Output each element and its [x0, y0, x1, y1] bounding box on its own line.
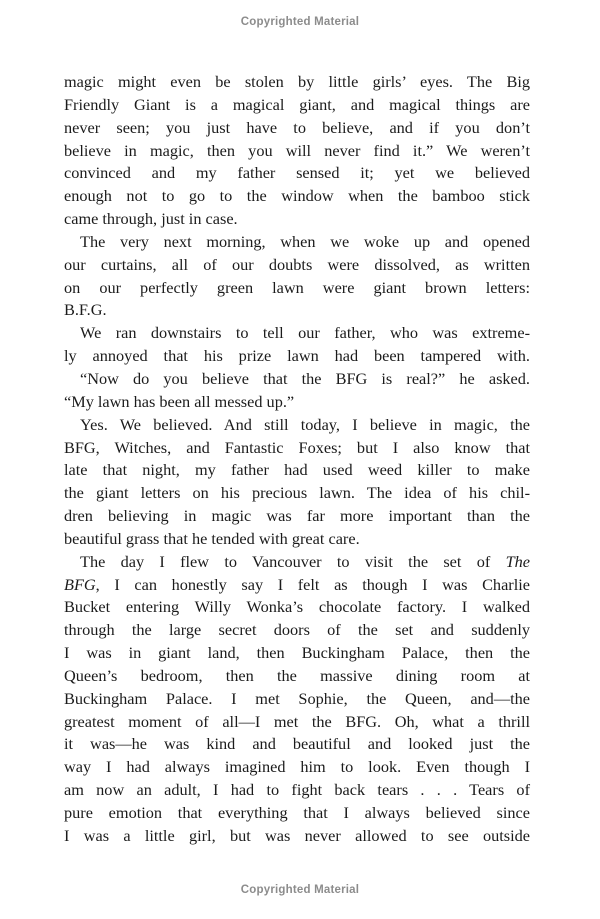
paragraph [64, 551, 530, 848]
paragraph [64, 368, 530, 414]
text-line [64, 140, 530, 163]
text-run: ly annoyed that his prize lawn had been tampered with. [64, 346, 530, 366]
italic-text-run: BFG [64, 574, 96, 594]
text-line [64, 779, 530, 802]
text-run: “Now do you believe that the BFG is real?” he asked. [80, 368, 530, 388]
text-line [64, 802, 530, 825]
text-line [64, 756, 530, 779]
text-run: on our perfectly green lawn were giant brown letters: [64, 277, 530, 297]
text-line [64, 71, 530, 94]
text-line [64, 208, 530, 231]
text-run: We ran downstairs to tell our father, who was extreme- [80, 323, 530, 343]
text-run: I was in giant land, then Buckingham Palace, then the [64, 643, 530, 663]
copyright-notice-top: Copyrighted Material [240, 16, 360, 28]
text-block [64, 71, 530, 848]
text-line [64, 437, 530, 460]
text-run: Buckingham Palace. I met Sophie, the Queen, and—the [64, 688, 530, 708]
text-line [64, 551, 530, 574]
text-line [64, 185, 530, 208]
text-line [64, 482, 530, 505]
paragraph [64, 71, 530, 231]
text-run: late that night, my father had used weed killer to make [64, 460, 530, 480]
text-line [64, 231, 530, 254]
text-run: came through, just in case. [64, 209, 238, 229]
text-line [64, 711, 530, 734]
text-line [64, 825, 530, 848]
text-run: believe in magic, then you will never find it.” We weren’t [64, 140, 530, 160]
text-run: magic might even be stolen by little girls’ eyes. The Big [64, 72, 530, 91]
text-line [64, 162, 530, 185]
text-line [64, 596, 530, 619]
text-run: convinced and my father sensed it; yet we believed [64, 163, 530, 183]
text-run: Friendly Giant is a magical giant, and magical things are [64, 94, 530, 114]
text-run: dren believing in magic was far more important than the [64, 506, 530, 526]
text-run: way I had always imagined him to look. Even though I [64, 757, 530, 777]
text-run: am now an adult, I had to fight back tears . . . Tears of [64, 780, 530, 800]
text-line [64, 665, 530, 688]
text-line [64, 688, 530, 711]
text-line [64, 254, 530, 277]
text-line [64, 345, 530, 368]
italic-text-run: The [505, 551, 530, 571]
text-line [64, 459, 530, 482]
text-line [64, 733, 530, 756]
text-line [64, 642, 530, 665]
paragraph [64, 231, 530, 322]
text-run: the giant letters on his precious lawn. The idea of his chil- [64, 483, 530, 503]
text-line [64, 322, 530, 345]
text-run: “My lawn has been all messed up.” [64, 391, 295, 411]
text-run: B.F.G. [64, 300, 107, 320]
text-run: greatest moment of all—I met the BFG. Oh, what a thrill [64, 711, 530, 731]
text-run: Queen’s bedroom, then the massive dining room at [64, 665, 530, 685]
text-line [64, 619, 530, 642]
paragraph [64, 322, 530, 368]
text-line [64, 528, 530, 551]
text-run: Yes. We believed. And still today, I believe in magic, the [80, 414, 530, 434]
text-run: pure emotion that everything that I always believed since [64, 803, 530, 822]
text-line [64, 368, 530, 391]
paragraph [64, 414, 530, 551]
text-run: The day I flew to Vancouver to visit the set of [80, 551, 506, 571]
text-line [64, 299, 530, 322]
text-line [64, 505, 530, 528]
text-line [64, 277, 530, 300]
text-run: I was a little girl, but was never allowed to see outside [64, 825, 530, 845]
text-run: beautiful grass that he tended with great care. [64, 528, 360, 548]
text-run: , I can honestly say I felt as though I was Charlie [95, 574, 530, 594]
text-run: our curtains, all of our doubts were dissolved, as written [64, 254, 530, 274]
copyright-notice-bottom: Copyrighted Material [240, 884, 360, 896]
text-line [64, 414, 530, 437]
text-line [64, 391, 530, 414]
text-line [64, 117, 530, 140]
text-run: Bucket entering Willy Wonka’s chocolate factory. I walked [64, 597, 530, 617]
text-run: The very next morning, when we woke up and opened [80, 231, 530, 251]
text-line [64, 94, 530, 117]
text-run: through the large secret doors of the set and suddenly [64, 620, 530, 640]
text-run: BFG, Witches, and Fantastic Foxes; but I also know that [64, 437, 530, 457]
text-run: it was—he was kind and beautiful and looked just the [64, 734, 530, 754]
text-line [64, 574, 530, 597]
text-run: never seen; you just have to believe, and if you don’t [64, 117, 530, 137]
text-run: enough not to go to the window when the bamboo stick [64, 186, 530, 206]
